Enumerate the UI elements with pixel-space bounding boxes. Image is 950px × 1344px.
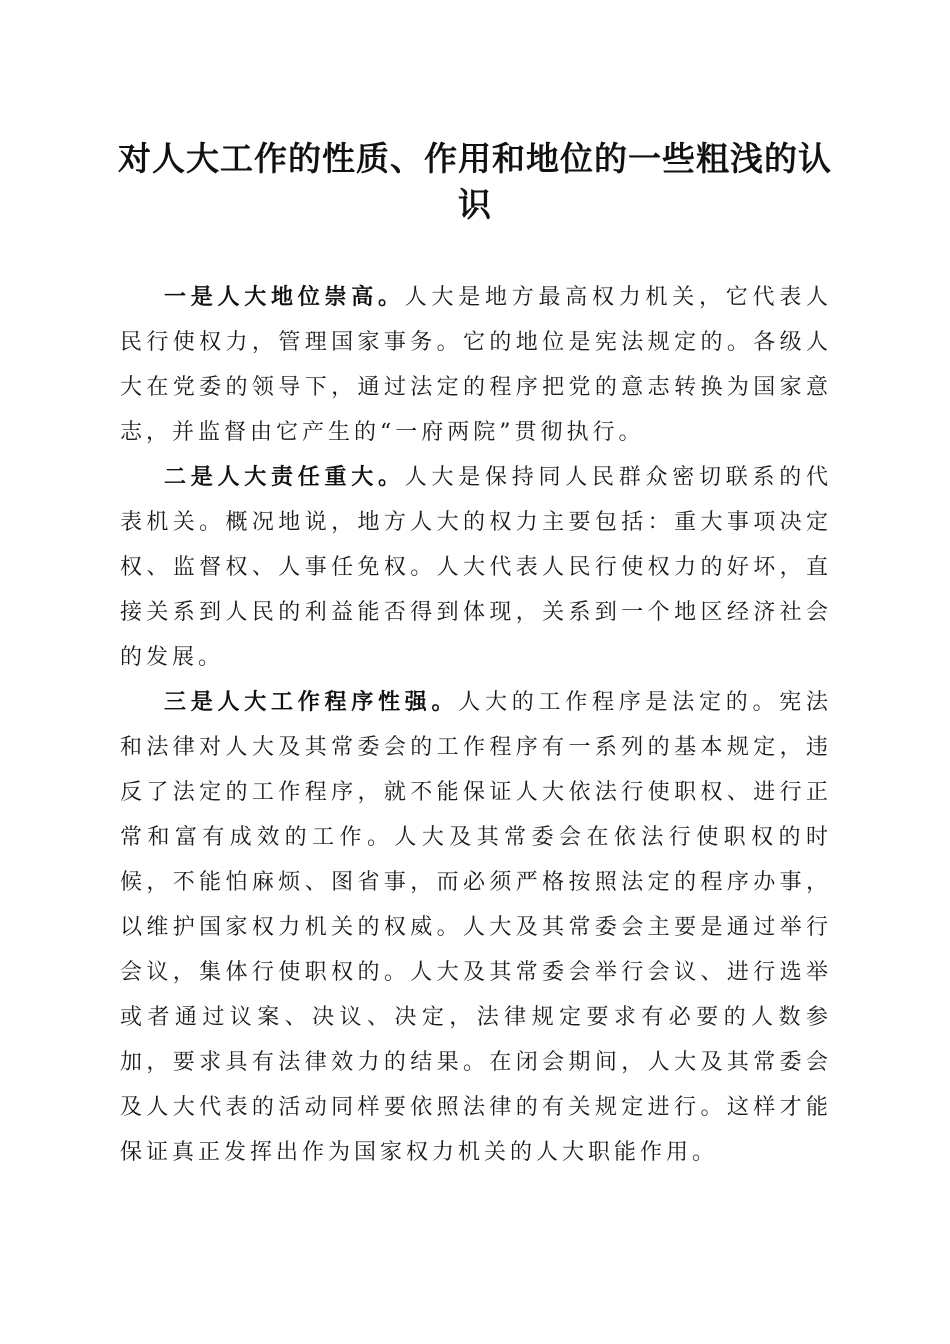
paragraph-lead: 二是人大责任重大。 <box>164 464 405 490</box>
paragraph-text: 人大的工作程序是法定的。宪法和法律对人大及其常委会的工作程序有一系列的基本规定，违反了法定的工作程序，就不能保证人大依法行使职权、进行正常和富有成效的工作。人大及其常委会在依法行使职权的时候，不能怕麻烦、图省事，而必须严格按照法定的程序办事，以维护国家权力机关的权威。人大及其常委会主要是通过举行会议，集体行使职权的。人大及其常委会举行会议、进行选举或者通过议案、决议、决定，法律规定要求有必要的人数参加，要求具有法律效力的结果。在闭会期间，人大及其常委会及人大代表的活动同样要依照法律的有关规定进行。这样才能保证真正发挥出作为国家权力机关的人大职能作用。 <box>120 690 832 1165</box>
document-title: 对人大工作的性质、作用和地位的一些粗浅的认识 <box>118 139 832 224</box>
paragraph-lead: 一是人大地位崇高。 <box>164 284 405 310</box>
paragraph-lead: 三是人大工作程序性强。 <box>164 689 459 715</box>
paragraph-responsibility <box>120 455 832 680</box>
paragraph-procedure <box>120 680 832 1175</box>
paragraph-text: 人大是保持同人民群众密切联系的代表机关。概况地说，地方人大的权力主要包括：重大事项决定权、监督权、人事任免权。人大代表人民行使权力的好坏，直接关系到人民的利益能否得到体现，关系到一个地区经济社会的发展。 <box>120 465 832 670</box>
paragraph-text: 人大是地方最高权力机关，它代表人民行使权力，管理国家事务。它的地位是宪法规定的。各级人大在党委的领导下，通过法定的程序把党的意志转换为国家意志，并监督由它产生的“一府两院”贯彻执行。 <box>120 285 832 445</box>
document-body <box>120 275 832 1175</box>
paragraph-position <box>120 275 832 455</box>
